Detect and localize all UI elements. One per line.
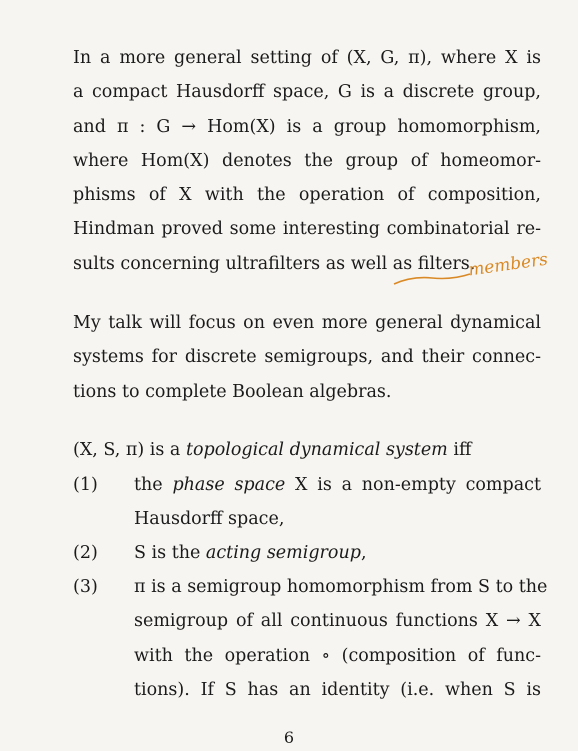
text-line: π is a semigroup homomorphism from S to the [134, 577, 548, 597]
emphasized-term: acting semigroup [205, 543, 361, 563]
text-line [134, 468, 541, 502]
text-line [134, 502, 541, 536]
definition-intro [73, 433, 471, 467]
handwritten-strikethrough-mark [392, 262, 472, 292]
text-line: Hindman proved some interesting combinatorial re- [73, 219, 541, 240]
text-line: with the operation ∘ (composition of func- [134, 645, 541, 666]
text-run: X is a non-empty compact [285, 475, 541, 495]
text-line: where Hom(X) denotes the group of homeomor- [73, 150, 541, 171]
text-line: phisms of X with the operation of composition, [73, 185, 541, 206]
text-line: In a more general setting of (X, G, π), where X is [73, 48, 541, 68]
text-line [134, 536, 541, 570]
text-run: Hausdorff space, [134, 509, 285, 530]
paragraph-talk-focus [73, 306, 541, 409]
item-number: (1) [73, 475, 98, 495]
handwritten-annotation: members [466, 249, 550, 281]
item-body [134, 536, 541, 570]
item-body [134, 468, 541, 537]
emphasized-term: phase space [172, 475, 286, 495]
text-run: , [360, 543, 367, 563]
text-line: systems for discrete semigroups, and their connec- [73, 347, 541, 368]
definition-intro-suffix: iff [447, 440, 472, 460]
definition-intro-prefix: (X, S, π) is a [73, 440, 186, 460]
text-line: tions). If S has an identity (i.e. when S is [134, 679, 541, 700]
text-line: tions to complete Boolean algebras. [73, 381, 392, 402]
item-number: (2) [73, 543, 98, 563]
definition-term: topological dynamical system [185, 440, 448, 460]
item-number: (3) [73, 577, 98, 597]
text-line: and π : G → Hom(X) is a group homomorphism, [73, 116, 541, 137]
text-run: the [134, 475, 173, 495]
item-body [134, 570, 548, 707]
text-line: sults concerning ultrafilters as well as filters. [73, 253, 476, 274]
page-number: 6 [283, 728, 295, 747]
text-line: a compact Hausdorff space, G is a discrete group, [73, 82, 541, 103]
text-run: S is the [134, 543, 206, 563]
text-line: semigroup of all continuous functions X → X [134, 611, 541, 632]
text-line: My talk will focus on even more general dynamical [73, 313, 541, 333]
paragraph-hindman [73, 41, 541, 281]
